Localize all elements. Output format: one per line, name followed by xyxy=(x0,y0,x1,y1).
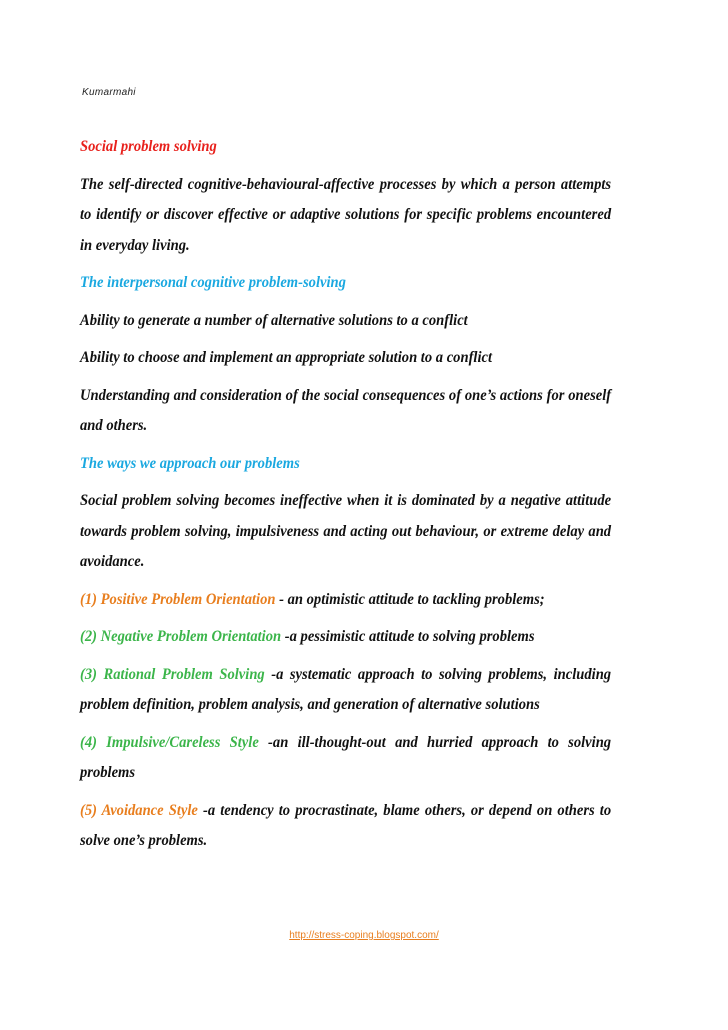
style-term: (5) Avoidance Style xyxy=(80,801,198,819)
document-title: Social problem solving xyxy=(80,138,217,155)
footer-link[interactable]: http://stress-coping.blogspot.com/ xyxy=(289,930,439,941)
ability-item: Ability to choose and implement an appropriate solution to a conflict xyxy=(80,349,493,366)
style-term: (1) Positive Problem Orientation xyxy=(80,590,276,608)
style-item xyxy=(80,728,611,789)
style-description: -a pessimistic attitude to solving problems xyxy=(281,628,535,645)
style-description: -an ill-thought-out and hurried approach to solving problems xyxy=(80,733,612,781)
ability-item: Understanding and consideration of the social consequences of one’s actions for oneself and others. xyxy=(80,386,612,434)
page-footer xyxy=(0,930,728,941)
style-item xyxy=(80,796,611,857)
style-term: (4) Impulsive/Careless Style xyxy=(80,733,259,751)
section-heading-interpersonal: The interpersonal cognitive problem-solving xyxy=(80,274,346,291)
definition-paragraph: The self-directed cognitive-behavioural-affective processes by which a person attempts to identify or discover effective or adaptive solutions for specific problems encountered in everyday living. xyxy=(80,175,612,254)
style-term: (2) Negative Problem Orientation xyxy=(80,628,282,645)
style-item xyxy=(80,660,611,721)
style-item xyxy=(80,585,611,616)
style-item xyxy=(80,622,611,653)
ability-item: Ability to generate a number of alternative solutions to a conflict xyxy=(80,311,468,329)
style-term: (3) Rational Problem Solving xyxy=(80,665,265,683)
style-description: -a systematic approach to solving problems, including problem definition, problem analysis, and generation of alternative solutions xyxy=(80,665,612,713)
page-header-author: Kumarmahi xyxy=(82,87,136,98)
style-description: -a tendency to procrastinate, blame others, or depend on others to solve one’s problems. xyxy=(80,801,612,849)
style-description: - an optimistic attitude to tackling problems; xyxy=(275,590,545,608)
intro-paragraph: Social problem solving becomes ineffective when it is dominated by a negative attitude towards problem solving, impulsiveness and acting out behaviour, or extreme delay and avoidance. xyxy=(80,492,612,570)
section-heading-ways: The ways we approach our problems xyxy=(80,454,300,472)
document-body xyxy=(80,132,611,857)
